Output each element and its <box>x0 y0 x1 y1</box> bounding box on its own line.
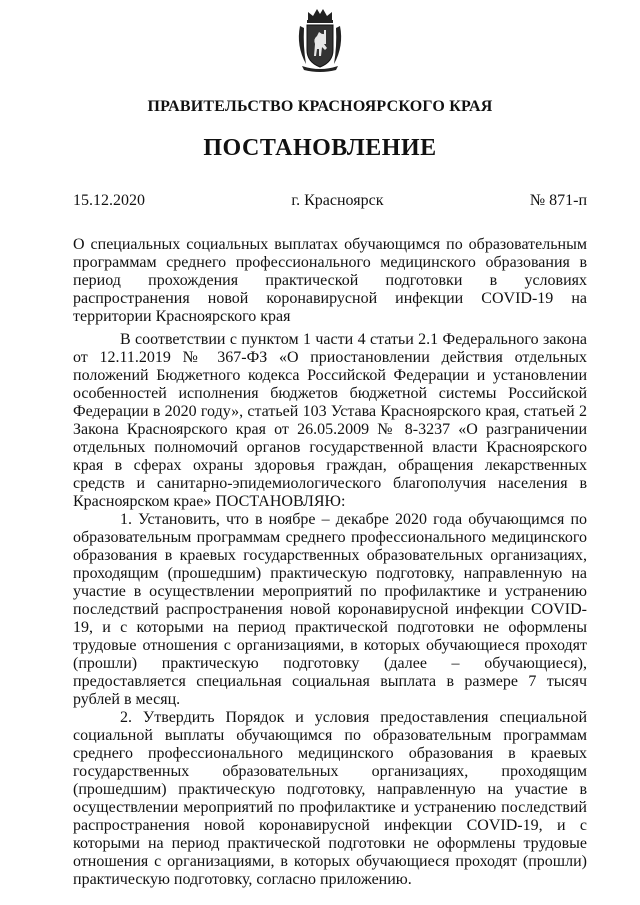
document-city: г. Красноярск <box>291 192 384 209</box>
document-subject: О специальных социальных выплатах обучающимся по образовательным программам среднего профессионального медицинского образования в период прохождения практической подготовки в условиях распространения новой коронавирусной инфекции COVID-19 на территории Красноярского края <box>73 236 587 325</box>
document-meta-row <box>73 192 587 210</box>
document-date: 15.12.2020 <box>73 192 145 209</box>
document-type-heading: ПОСТАНОВЛЕНИЕ <box>203 135 437 161</box>
document-number: № 871-п <box>529 192 587 209</box>
preamble-paragraph: В соответствии с пунктом 1 части 4 статьи 2.1 Федерального закона от 12.11.2019 № 367-ФЗ «О приостановлении действия отдельных положений Бюджетного кодекса Российской Федерации и установлении особенностей исполнения бюджетов бюджетной системы Российской Федерации в 2020 году», статьей 103 Устава Красноярского края, статьей 2 Закона Красноярского края от 26.05.2009 № 8-3237 «О разграничении отдельных полномочий органов государственной власти Красноярского края в сферах охраны здоровья граждан, обращения лекарственных средств и санитарно-эпидемиологического благополучия населения в Красноярском крае» ПОСТАНОВЛЯЮ: <box>73 331 587 510</box>
organization-title: ПРАВИТЕЛЬСТВО КРАСНОЯРСКОГО КРАЯ <box>147 98 493 115</box>
item-1-paragraph: 1. Установить, что в ноябре – декабре 2020 года обучающимся по образовательным программам среднего профессионального медицинского образования в краевых государственных образовательных организациях, проходящим (прошедшим) практическую подготовку, направленную на участие в осуществлении мероприятий по профилактике и устранению последствий распространения новой коронавирусной инфекции COVID-19, и с которыми на период практической подготовки не оформлены трудовые отношения с организациями, в которых обучающиеся проходят (прошли) практическую подготовку (далее – обучающиеся), предоставляется специальная социальная выплата в размере 7 тысяч рублей в месяц. <box>73 511 587 708</box>
coat-of-arms-icon <box>294 6 346 72</box>
document-body <box>73 331 587 889</box>
item-2-paragraph: 2. Утвердить Порядок и условия предоставления специальной социальной выплаты обучающимся по образовательным программам среднего профессионального медицинского образования в краевых государственных образовательных организациях, проходящим (прошедшим) практическую подготовку, направленную на участие в осуществлении мероприятий по профилактике и устранению последствий распространения новой коронавирусной инфекции COVID-19, и с которыми на период практической подготовки не оформлены трудовые отношения с организациями, в которых обучающиеся проходят (прошли) практическую подготовку, согласно приложению. <box>73 709 587 888</box>
